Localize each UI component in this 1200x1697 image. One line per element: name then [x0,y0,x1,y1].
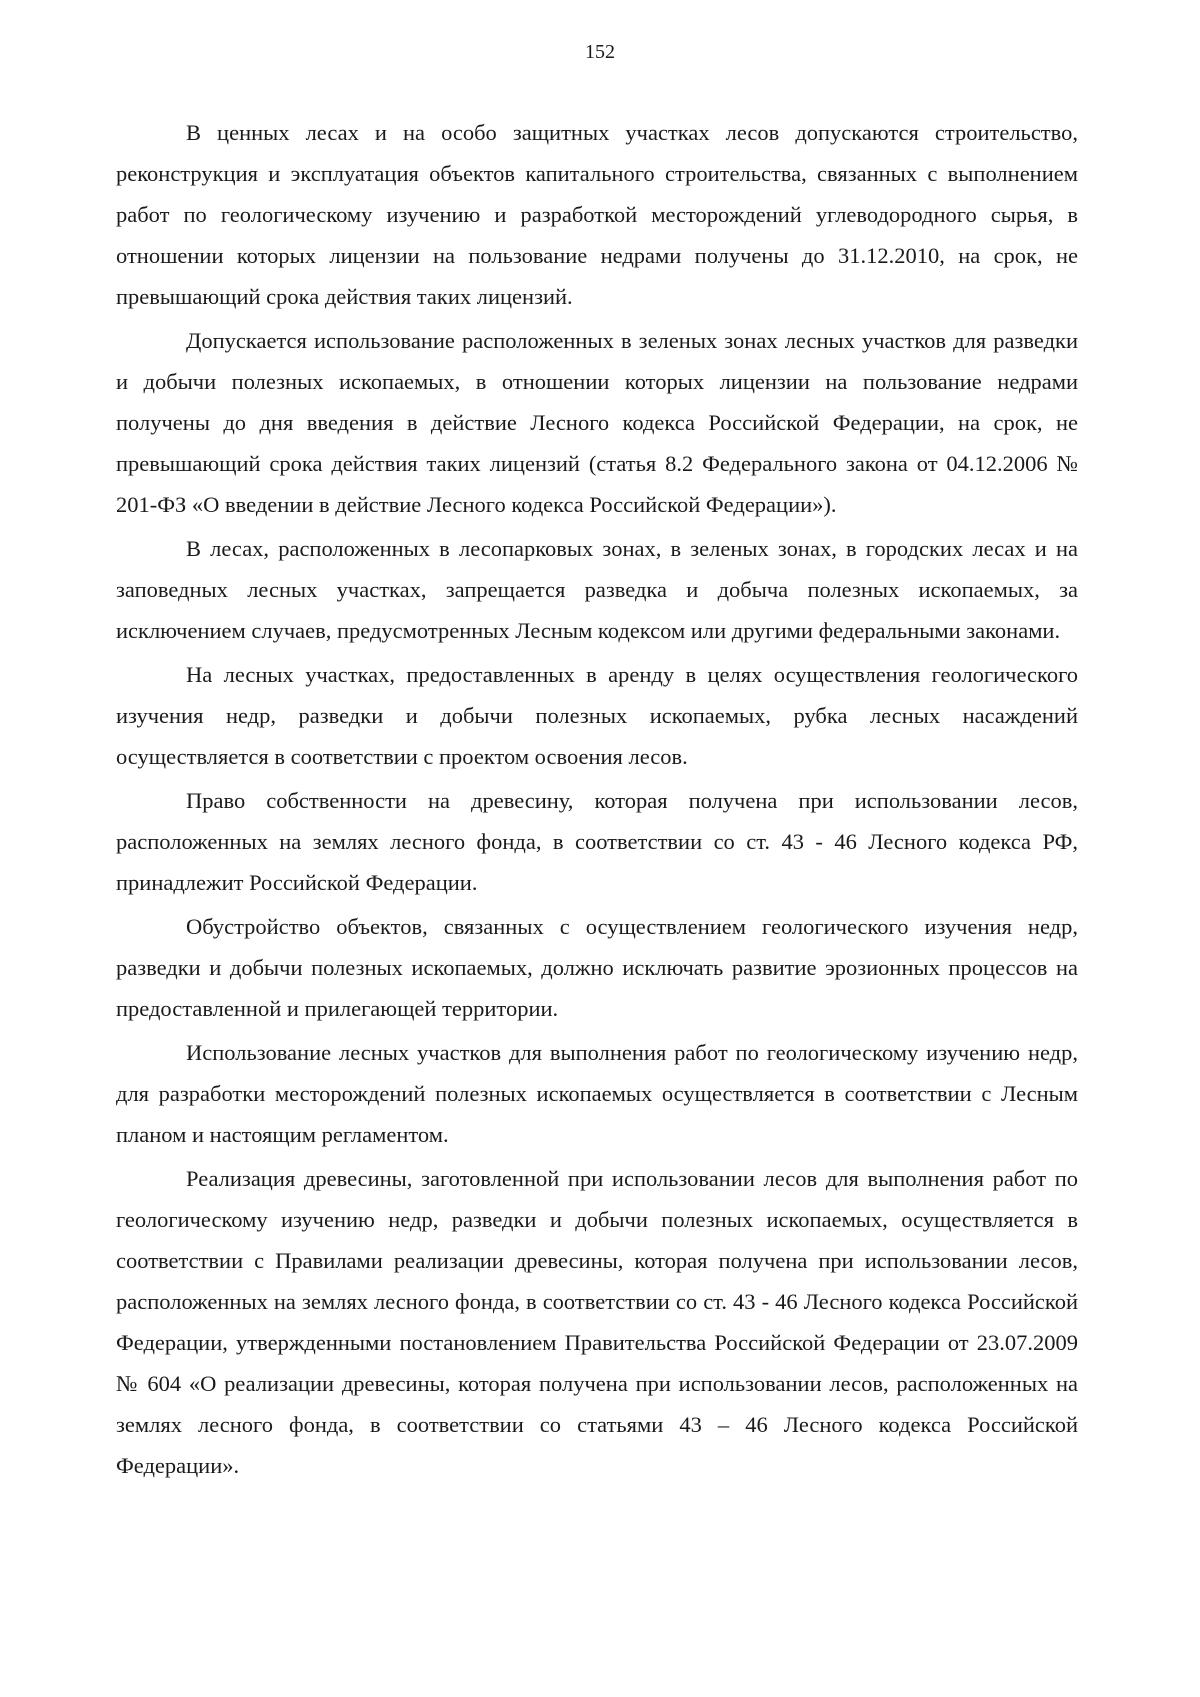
paragraph-use-of-plots: Использование лесных участков для выполнения работ по геологическому изучению недр, для разработки месторождений полезных ископаемых осуществляется в соответствии с Лесным планом и настоящим регламентом. [116,1040,1078,1147]
paragraph-green-zones: Допускается использование расположенных в зеленых зонах лесных участков для разведки и добычи полезных ископаемых, в отношении которых лицензии на пользование недрами получены до дня введения в действие Лесного кодекса Российской Федерации, на срок, не превышающий срока действия таких лицензий (статья 8.2 Федерального закона от 04.12.2006 № 201-ФЗ «О введении в действие Лесного кодекса Российской Федерации»). [116,328,1078,517]
paragraph-leased-plots: На лесных участках, предоставленных в аренду в целях осуществления геологического изучения недр, разведки и добычи полезных ископаемых, рубка лесных насаждений осуществляется в соответствии с проектом освоения лесов. [116,662,1078,769]
page-number: 152 [585,41,615,63]
paragraph-forest-park-zones: В лесах, расположенных в лесопарковых зонах, в зеленых зонах, в городских лесах и на заповедных лесных участках, запрещается разведка и добыча полезных ископаемых, за исключением случаев, предусмотренных Лесным кодексом или другими федеральными законами. [116,536,1078,643]
paragraph-valuable-forests: В ценных лесах и на особо защитных участках лесов допускаются строительство, реконструкция и эксплуатация объектов капитального строительства, связанных с выполнением работ по геологическому изучению и разработкой месторождений углеводородного сырья, в отношении которых лицензии на пользование недрами получены до 31.12.2010, на срок, не превышающий срока действия таких лицензий. [116,120,1078,309]
paragraph-wood-ownership: Право собственности на древесину, которая получена при использовании лесов, расположенных на землях лесного фонда, в соответствии со ст. 43 - 46 Лесного кодекса РФ, принадлежит Российской Федерации. [116,788,1078,895]
paragraph-erosion: Обустройство объектов, связанных с осуществлением геологического изучения недр, разведки и добычи полезных ископаемых, должно исключать развитие эрозионных процессов на предоставленной и прилегающей территории. [116,914,1078,1021]
document-body [116,112,1078,1489]
paragraph-wood-sale: Реализация древесины, заготовленной при использовании лесов для выполнения работ по геологическому изучению недр, разведки и добычи полезных ископаемых, осуществляется в соответствии с Правилами реализации древесины, которая получена при использовании лесов, расположенных на землях лесного фонда, в соответствии со ст. 43 - 46 Лесного кодекса Российской Федерации, утвержденными постановлением Правительства Российской Федерации от 23.07.2009 № 604 «О реализации древесины, которая получена при использовании лесов, расположенных на землях лесного фонда, в соответствии со статьями 43 – 46 Лесного кодекса Российской Федерации». [116,1166,1078,1478]
